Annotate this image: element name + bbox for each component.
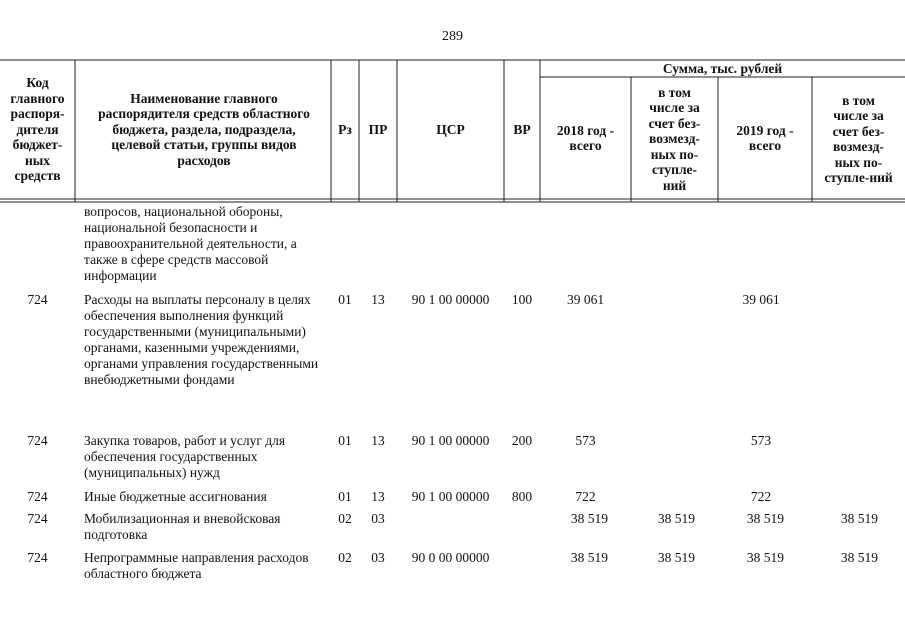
row-name: Расходы на выплаты персоналу в целях обеспечения выполнения функций государственными (муниципальными) органами, казенными учреждениями, органами управления государственными внебюджетными фондами xyxy=(84,292,319,387)
row-2019-total: 722 xyxy=(750,489,772,504)
row-name: Непрограммные направления расходов областного бюджета xyxy=(84,550,309,581)
row-2019-incl: 38 519 xyxy=(840,550,878,565)
row-rz: 02 xyxy=(338,550,352,565)
header-csr: ЦСР xyxy=(436,121,465,137)
header-rz: Рз xyxy=(338,121,352,137)
row-vr: 800 xyxy=(511,489,533,504)
row-code: 724 xyxy=(27,511,48,526)
row-code: 724 xyxy=(27,292,48,307)
row-name: Иные бюджетные ассигнования xyxy=(84,489,267,504)
row-rz: 01 xyxy=(338,292,352,307)
row-2019-incl: 38 519 xyxy=(840,511,878,526)
row-2019-total: 573 xyxy=(750,433,772,448)
row-2019-total: 39 061 xyxy=(742,292,780,307)
row-pr: 03 xyxy=(371,511,385,526)
row-pr: 03 xyxy=(371,550,385,565)
row-2018-total: 39 061 xyxy=(566,292,605,307)
row-csr: 90 0 00 00000 xyxy=(411,550,490,565)
row-vr: 100 xyxy=(511,292,533,307)
header-2019-incl: в том числе за счет без-возмезд-ных по-ступле-ний xyxy=(824,92,893,185)
row-2018-total: 573 xyxy=(575,433,596,448)
row-2018-total: 722 xyxy=(575,489,596,504)
row-code: 724 xyxy=(27,433,48,448)
row-rz: 02 xyxy=(338,511,352,526)
continuation-text: вопросов, национальной обороны, национальной безопасности и правоохранительной деятельности, а также в сфере средств массовой информации xyxy=(84,204,297,283)
row-csr: 90 1 00 00000 xyxy=(411,433,490,448)
row-code: 724 xyxy=(27,489,48,504)
row-code: 724 xyxy=(27,550,48,565)
row-name: Закупка товаров, работ и услуг для обеспечения государственных (муниципальных) нужд xyxy=(84,433,286,480)
header-pr: ПР xyxy=(368,121,388,137)
row-2019-total: 38 519 xyxy=(746,550,784,565)
row-2018-total: 38 519 xyxy=(570,550,608,565)
row-vr: 200 xyxy=(511,433,533,448)
row-rz: 01 xyxy=(338,489,352,504)
row-2019-total: 38 519 xyxy=(746,511,784,526)
row-2018-incl: 38 519 xyxy=(657,511,695,526)
row-pr: 13 xyxy=(371,292,385,307)
row-name: Мобилизационная и вневойсковая подготовка xyxy=(84,511,281,542)
header-2019-total: 2019 год - всего xyxy=(736,122,794,153)
page-number: 289 xyxy=(442,29,463,44)
row-2018-total: 38 519 xyxy=(570,511,608,526)
row-pr: 13 xyxy=(371,489,385,504)
header-vr: ВР xyxy=(513,121,531,137)
header-sum-group: Сумма, тыс. рублей xyxy=(662,61,783,77)
row-pr: 13 xyxy=(371,433,385,448)
header-2018-incl: в том числе за счет без-возмезд-ных по-ступле-ний xyxy=(648,84,701,193)
row-csr: 90 1 00 00000 xyxy=(411,292,490,307)
row-2018-incl: 38 519 xyxy=(657,550,695,565)
row-rz: 01 xyxy=(338,433,352,448)
header-name: Наименование главного распорядителя средств областного бюджета, раздела, подраздела, целевой статьи, группы видов расходов xyxy=(98,90,310,168)
header-2018-total: 2018 год - всего xyxy=(556,122,615,153)
row-csr: 90 1 00 00000 xyxy=(411,489,490,504)
header-code: Код главного распоря-дителя бюджет-ных средств xyxy=(10,75,65,184)
